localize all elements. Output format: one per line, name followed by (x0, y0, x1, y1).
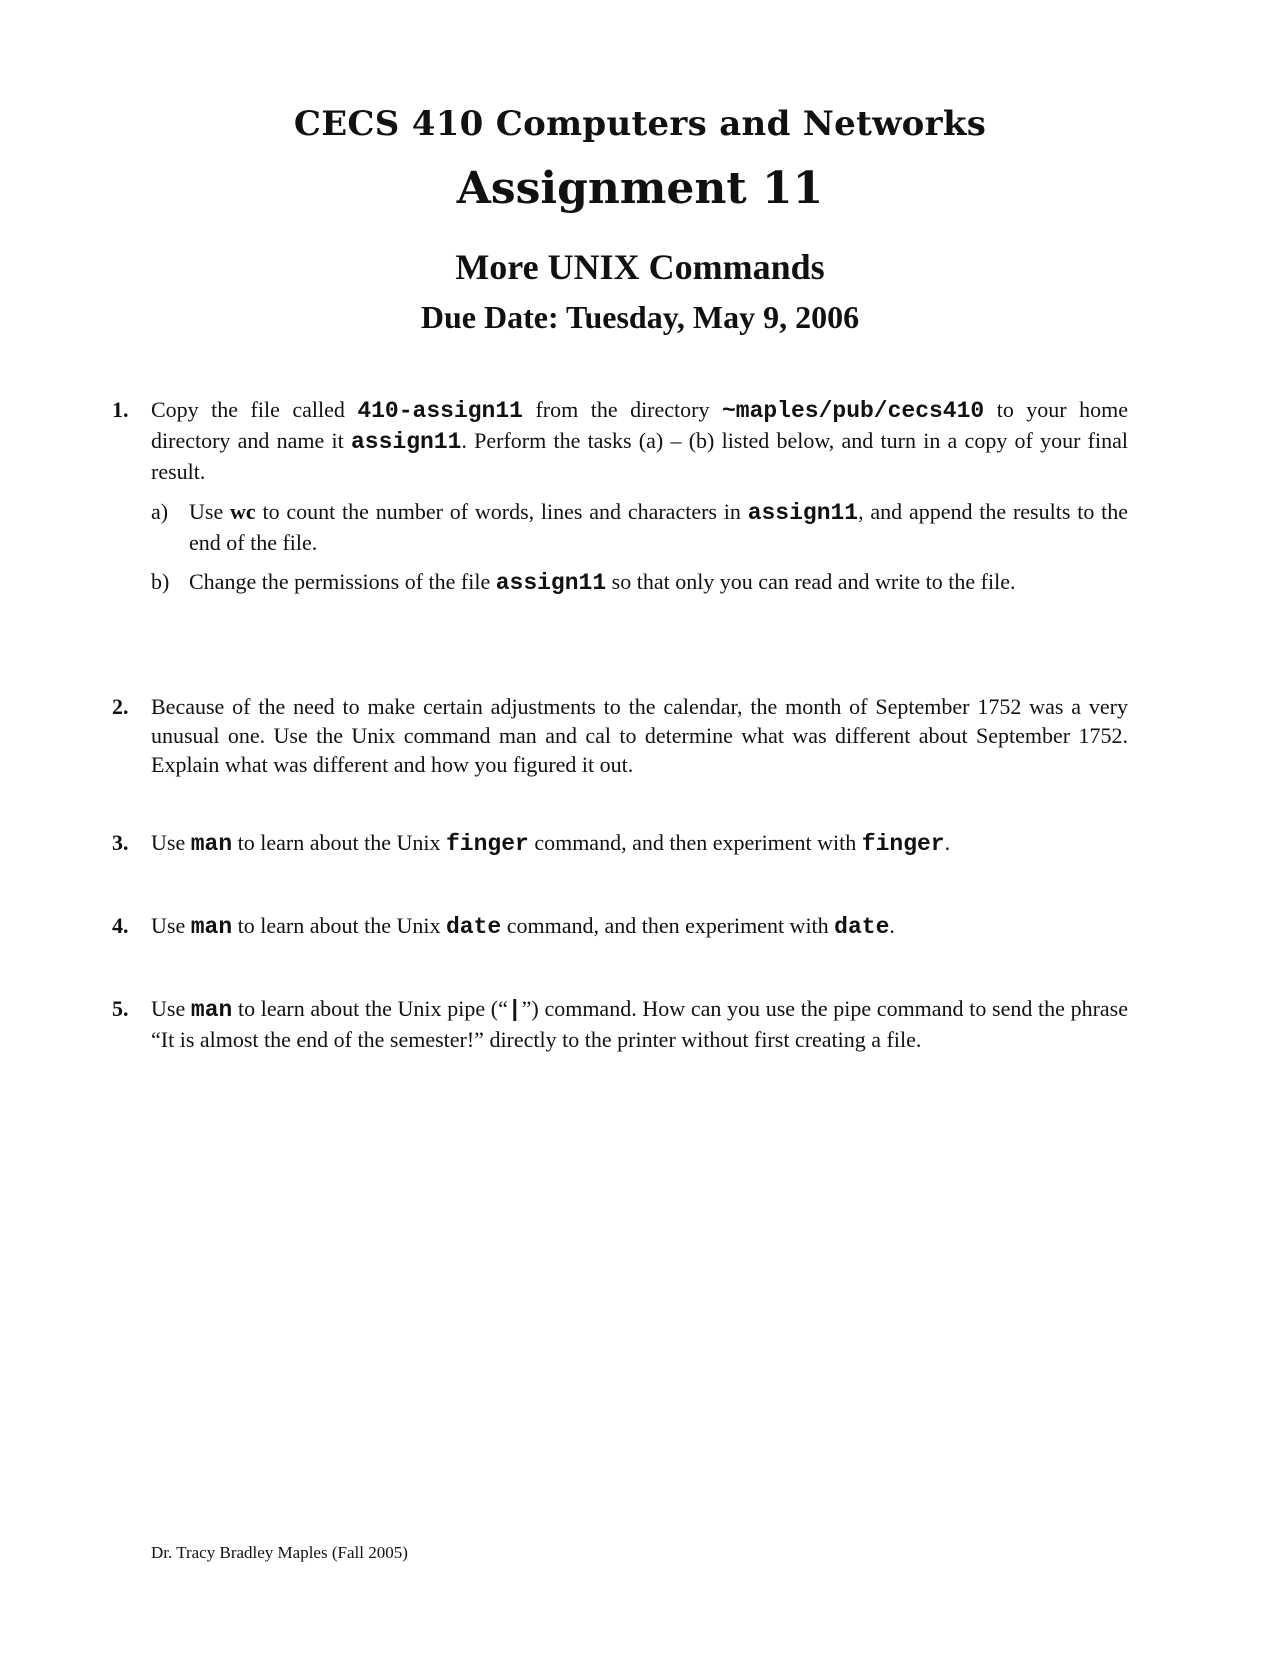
question-text (151, 994, 1128, 1054)
question-text (151, 828, 1128, 859)
text-run: from the directory (522, 397, 722, 422)
part-letter: b) (151, 569, 170, 594)
question-number: 3. (112, 830, 129, 855)
command-wc: wc (230, 499, 256, 524)
text-run: Change the permissions of the file (189, 569, 496, 594)
question-number: 5. (112, 996, 129, 1021)
question-2 (112, 692, 1128, 779)
text-run: command, and then experiment with (528, 830, 862, 855)
question-1-part-b (151, 567, 1128, 598)
question-3 (112, 828, 1128, 859)
code-filename: assign11 (747, 500, 859, 526)
question-4 (112, 911, 1128, 942)
question-text (151, 395, 1128, 486)
part-text (189, 497, 1128, 557)
text-run: command, and then experiment with (501, 913, 835, 938)
question-1 (112, 395, 1128, 486)
assignment-title: Assignment 11 (456, 163, 824, 214)
command-finger: finger (445, 831, 529, 857)
text-run: to count the number of words, lines and characters in (255, 499, 748, 524)
question-text (151, 911, 1128, 942)
topic-title: More UNIX Commands (455, 247, 825, 287)
text-run: Use (151, 913, 191, 938)
text-run: Use (151, 830, 191, 855)
code-filename: assign11 (495, 570, 607, 596)
question-number: 2. (112, 694, 129, 719)
question-number: 4. (112, 913, 129, 938)
question-1-part-a (151, 497, 1128, 557)
text-run: so that only you can read and write to the file. (606, 569, 1016, 594)
text-run: to your home directory and name it (151, 397, 1128, 453)
due-date: Due Date: Tuesday, May 9, 2006 (420, 299, 860, 335)
question-text: Because of the need to make certain adjustments to the calendar, the month of September 1752 was a very unusual one. Use the Unix command man and cal to determine what was different about September 1752. Explain what was different and how you figured it out. (151, 694, 1128, 777)
pipe-symbol: | (507, 997, 522, 1023)
text-run: ”) command. How can you use the pipe command to send the phrase “It is almost the end of the semester!” directly to the printer without first creating a file. (151, 996, 1128, 1052)
text-run: to learn about the Unix pipe (“ (232, 996, 508, 1021)
text-run: , and append the results to the end of the file. (189, 499, 1128, 555)
course-title: CECS 410 Computers and Networks (293, 104, 987, 144)
text-run: . (889, 913, 895, 938)
text-run: . Perform the tasks (a) – (b) listed below, and turn in a copy of your final result. (151, 428, 1128, 484)
text-run: Use (189, 499, 231, 524)
part-text (189, 567, 1128, 598)
command-date: date (445, 914, 502, 940)
command-man: man (190, 997, 233, 1023)
text-run: Copy the file called (151, 397, 358, 422)
code-directory: ~maples/pub/cecs410 (721, 398, 985, 424)
code-filename: 410-assign11 (357, 398, 523, 424)
text-run: . (944, 830, 951, 855)
part-letter: a) (151, 499, 169, 524)
text-run: to learn about the Unix (232, 830, 446, 855)
command-man: man (190, 831, 233, 857)
question-number: 1. (112, 397, 129, 422)
text-run: to learn about the Unix (232, 913, 446, 938)
question-5 (112, 994, 1128, 1054)
command-man: man (190, 914, 233, 940)
command-finger: finger (861, 831, 945, 857)
footer-author: Dr. Tracy Bradley Maples (Fall 2005) (151, 1543, 408, 1562)
text-run: Use (151, 996, 191, 1021)
command-date: date (834, 914, 890, 940)
code-filename: assign11 (350, 429, 462, 455)
